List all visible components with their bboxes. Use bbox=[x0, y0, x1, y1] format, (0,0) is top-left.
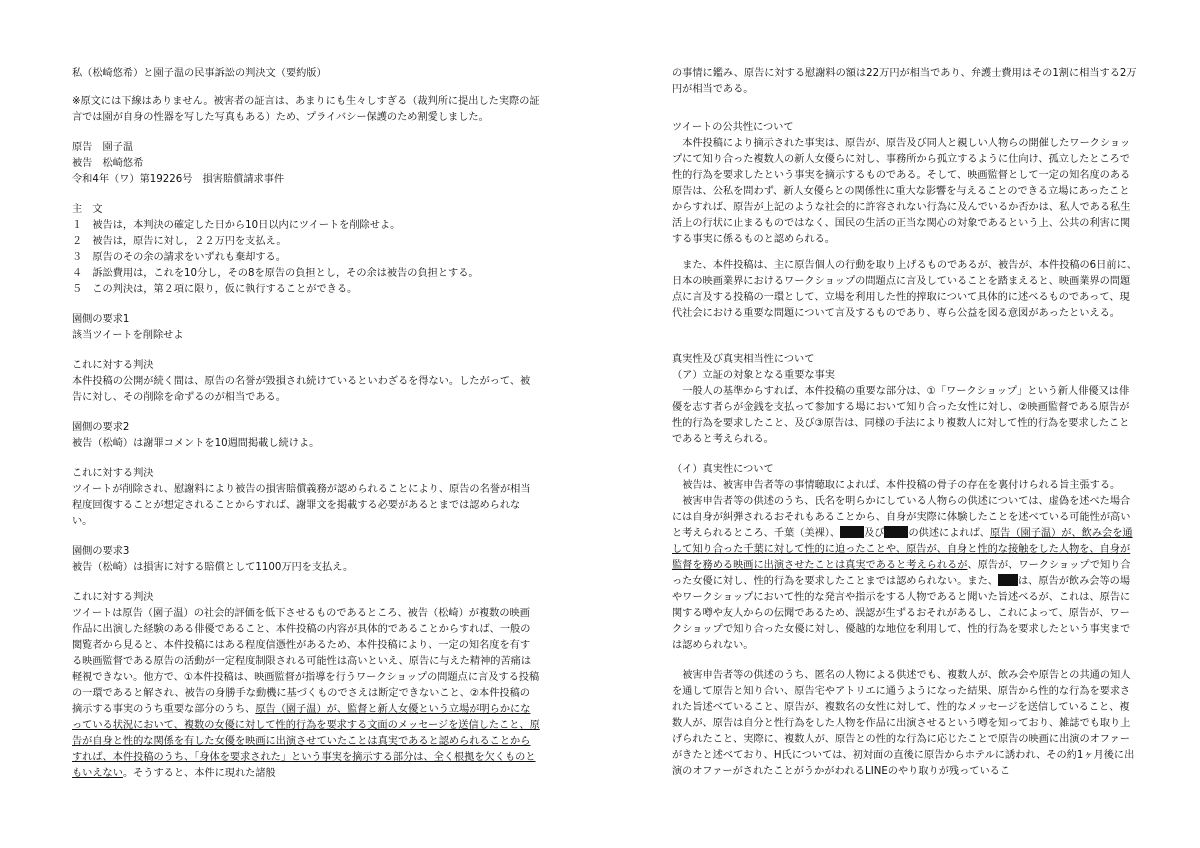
redaction-block bbox=[884, 526, 908, 538]
truth-p-b2-and: 及び bbox=[864, 528, 885, 539]
truth-p-b3: 被害申告者等の供述のうち、匿名の人物による供述でも、複数人が、飲み会や原告との共通の知人を通して原告と知り合い、原告宅やアトリエに通うようになった結果、原告から性的な行為を要求された旨述べていること、原告が、複数名の女性に対して、性的なメッセージを送信していること、複数人が、原告は自分と性行為をした人物を作品に出演させるという噂を知っており、雑誌でも取り上げられたこと、実際に、複数人が、原告との性的な行為に応じたことで原告の映画に出演のオファーがきたと述べており、H氏については、初対面の直後に原告からホテルに誘われ、その約1ヶ月後に出演のオファーがされたことがうかがわれるLINEのやり取りが残っているこ bbox=[672, 670, 1135, 777]
shubun-item: １ 被告は，本判決の確定した日から10日以内にツイートを削除せよ。 bbox=[72, 220, 401, 231]
public-interest-section bbox=[672, 120, 1138, 322]
judgment-3 bbox=[72, 590, 540, 782]
redaction-block bbox=[998, 574, 1018, 586]
request-3-text: 被告（松崎）は損害に対する賠償として1100万円を支払え。 bbox=[72, 562, 354, 573]
redaction-block bbox=[840, 526, 864, 538]
document-title: 私（松崎悠希）と園子温の民事訴訟の判決文（要約版） bbox=[72, 68, 327, 79]
shubun-section bbox=[72, 202, 540, 298]
truth-p-b2 bbox=[672, 494, 1138, 654]
truth-p-b2-d: は、原告が飲み会等の場やワークショップにおいて性的な発言や指示をする人物であると聞いた旨述べるが、これは、原告に関する噂や友人からの伝聞であるため、誤認が生ずるおそれがあるし、これによって、原告が、ワークショップで知り合った女優に対し、優越的な地位を利用して、性的行為を要求したという事実までは認められない。 bbox=[672, 576, 1131, 651]
shubun-item: ４ 訴訟費用は，これを10分し，その8を原告の負担とし，その余は被告の負担とする。 bbox=[72, 268, 479, 279]
shubun-item: ３ 原告のその余の請求をいずれも棄却する。 bbox=[72, 252, 286, 263]
request-1 bbox=[72, 312, 540, 344]
judgment-1-text: 本件投稿の公開が続く間は、原告の名誉が毀損され続けているといわざるを得ない。したがって、被告に対し、その削除を命ずるのが相当である。 bbox=[72, 376, 531, 403]
truth-p-b2-b: の供述によれば、 bbox=[908, 528, 990, 539]
truth-subheading-a: （ア）立証の対象となる重要な事実 bbox=[672, 370, 835, 381]
judgment-3-underlined: 原告（園子温）が、監督と新人女優という立場が明らかになっている状況において、複数の女優に対して性的行為を要求する文面のメッセージを送信したこと、原告が自身と性的な関係を有した女優を映画に出演させていたことは真実であると認められることからすれば、本件投稿のうち、「身体を要求された」という事実を摘示する部分は、全く根拠を欠くものともいえない bbox=[72, 704, 540, 779]
judgment-3-text-a: ツイートは原告（園子温）の社会的評価を低下させるものであるところ、被告（松崎）が複数の映画作品に出演した経験のある俳優であること、本件投稿の内容が具体的であることからすれば、一般の閲覧者から見ると、本件投稿にはある程度信憑性があるため、本件投稿により、一定の知名度を有する映画監督である原告の活動が一定程度制限される可能性は高いといえ、原告に与えた精神的苦痛は軽視できない。他方で、①本件投稿は、映画監督が指導を行うワークショップの問題点に言及する投稿の一環であると解され、被告の身勝手な動機に基づくものでさえは断定できないこと、②本件投稿の摘示する事実のうち重要な部分のうち、 bbox=[72, 608, 540, 715]
truth-p-b2-a: 被害申告者等の供述のうち、氏名を明らかにしている人物らの供述については、虚偽を述べた場合には自身が糾弾されるおそれもあることから、自身が実際に体験したことを述べている可能性が高いと考えられるところ、千葉（美裸）、 bbox=[672, 496, 1131, 539]
defendant-line: 被告 松崎悠希 bbox=[72, 158, 144, 169]
judgment-2-text: ツイートが削除され、慰謝料により被告の損害賠償義務が認められることにより、原告の名誉が相当程度回復することが想定されることからすれば、謝罪文を掲載する必要があるとまでは認められない。 bbox=[72, 484, 531, 527]
request-2-text: 被告（松崎）は謝罪コメントを10週間掲載し続けよ。 bbox=[72, 438, 320, 449]
shubun-item: ２ 被告は，原告に対し，２２万円を支払え。 bbox=[72, 236, 287, 247]
public-interest-heading: ツイートの公共性について bbox=[672, 122, 794, 133]
request-1-heading: 園側の要求1 bbox=[72, 314, 130, 325]
judgment-3-text bbox=[72, 606, 540, 782]
request-2-heading: 園側の要求2 bbox=[72, 422, 130, 433]
truth-p-b2-c: 、原告が、ワークショップで知り合った女優に対し、性的行為を要求したことまでは認められない。また、 bbox=[672, 560, 1131, 587]
case-number: 令和4年（ワ）第19226号 損害賠償請求事件 bbox=[72, 174, 285, 185]
judgment-1-heading: これに対する判決 bbox=[72, 360, 154, 371]
shubun-heading: 主 文 bbox=[72, 204, 103, 215]
judgment-3-heading: これに対する判決 bbox=[72, 592, 154, 603]
public-interest-p2: また、本件投稿は、主に原告個人の行動を取り上げるものであるが、被告が、本件投稿の6日前に、日本の映画業界におけるワークショップの問題点に言及していることを踏まえると、映画業界の問題点に言及する投稿の一環として、立場を利用した性的搾取について具体的に述べるものであって、現代社会における重要な問題について言及するものであり、専ら公益を図る意図があったといえる。 bbox=[672, 260, 1137, 319]
continued-text: の事情に鑑み、原告に対する慰謝料の額は22万円が相当であり、弁護士費用はその1割に相当する2万円が相当である。 bbox=[672, 68, 1137, 95]
truth-p-b2-underlined: 原告（園子温）が、飲み会を通して知り合った千葉に対して性的に迫ったことや、原告が、自身と性的な接触をした人物を、自身が監督を務める映画に出演させたことは真実であると考えられるが bbox=[672, 528, 1133, 571]
request-3-heading: 園側の要求3 bbox=[72, 546, 130, 557]
parties-block bbox=[72, 140, 540, 188]
shubun-item: ５ この判決は，第２項に限り，仮に執行することができる。 bbox=[72, 284, 358, 295]
request-2 bbox=[72, 420, 540, 452]
left-column bbox=[72, 66, 540, 782]
judgment-2-heading: これに対する判決 bbox=[72, 468, 154, 479]
judgment-2 bbox=[72, 466, 540, 530]
judgment-1 bbox=[72, 358, 540, 406]
privacy-note: ※原文には下線はありません。被害者の証言は、あまりにも生々しすぎる（裁判所に提出した実際の証言では園が自身の性器を写した写真もある）ため、プライバシー保護のため割愛しました。 bbox=[72, 96, 540, 123]
judgment-3-text-b: 。そうすると、本件に現れた諸般 bbox=[122, 768, 276, 779]
request-1-text: 該当ツイートを削除せよ bbox=[72, 330, 184, 341]
truth-subheading-b: （イ）真実性について bbox=[672, 464, 774, 475]
truth-p-b1: 被告は、被害申告者等の事情聴取によれば、本件投稿の骨子の存在を裏付けられる旨主張する。 bbox=[682, 480, 1121, 491]
truth-heading: 真実性及び真実相当性について bbox=[672, 354, 815, 365]
plaintiff-line: 原告 園子温 bbox=[72, 142, 134, 153]
public-interest-p1: 本件投稿により摘示された事実は、原告が、原告及び同人と親しい人物らの開催したワークショップにて知り合った複数人の新人女優らに対し、事務所から孤立するように仕向け、孤立したところで性的行為を要求したという事実を摘示するものである。そして、映画監督として一定の知名度のある原告は、公私を問わず、新人女優らとの関係性に重大な影響を与えることのできる立場にあったことからすれば、原告が上記のような社会的に許容されない行為に及んでいるか否かは、私人である私生活上の行状に止まるものではなく、国民の生活の正当な関心の対象であるという上、公共の利害に関する事実に係るものと認められる。 bbox=[672, 138, 1131, 245]
truth-section bbox=[672, 352, 1138, 780]
truth-p-a: 一般人の基準からすれば、本件投稿の重要な部分は、①「ワークショップ」という新人俳優又は俳優を志す者らが金銭を支払って参加する場において知り合った女性に対し、②映画監督である原告が性的行為を要求したこと、及び③原告は、同様の手法により複数人に対して性的行為を要求したことであると考えられる。 bbox=[672, 386, 1130, 445]
request-3 bbox=[72, 544, 540, 576]
right-column bbox=[672, 66, 1138, 780]
